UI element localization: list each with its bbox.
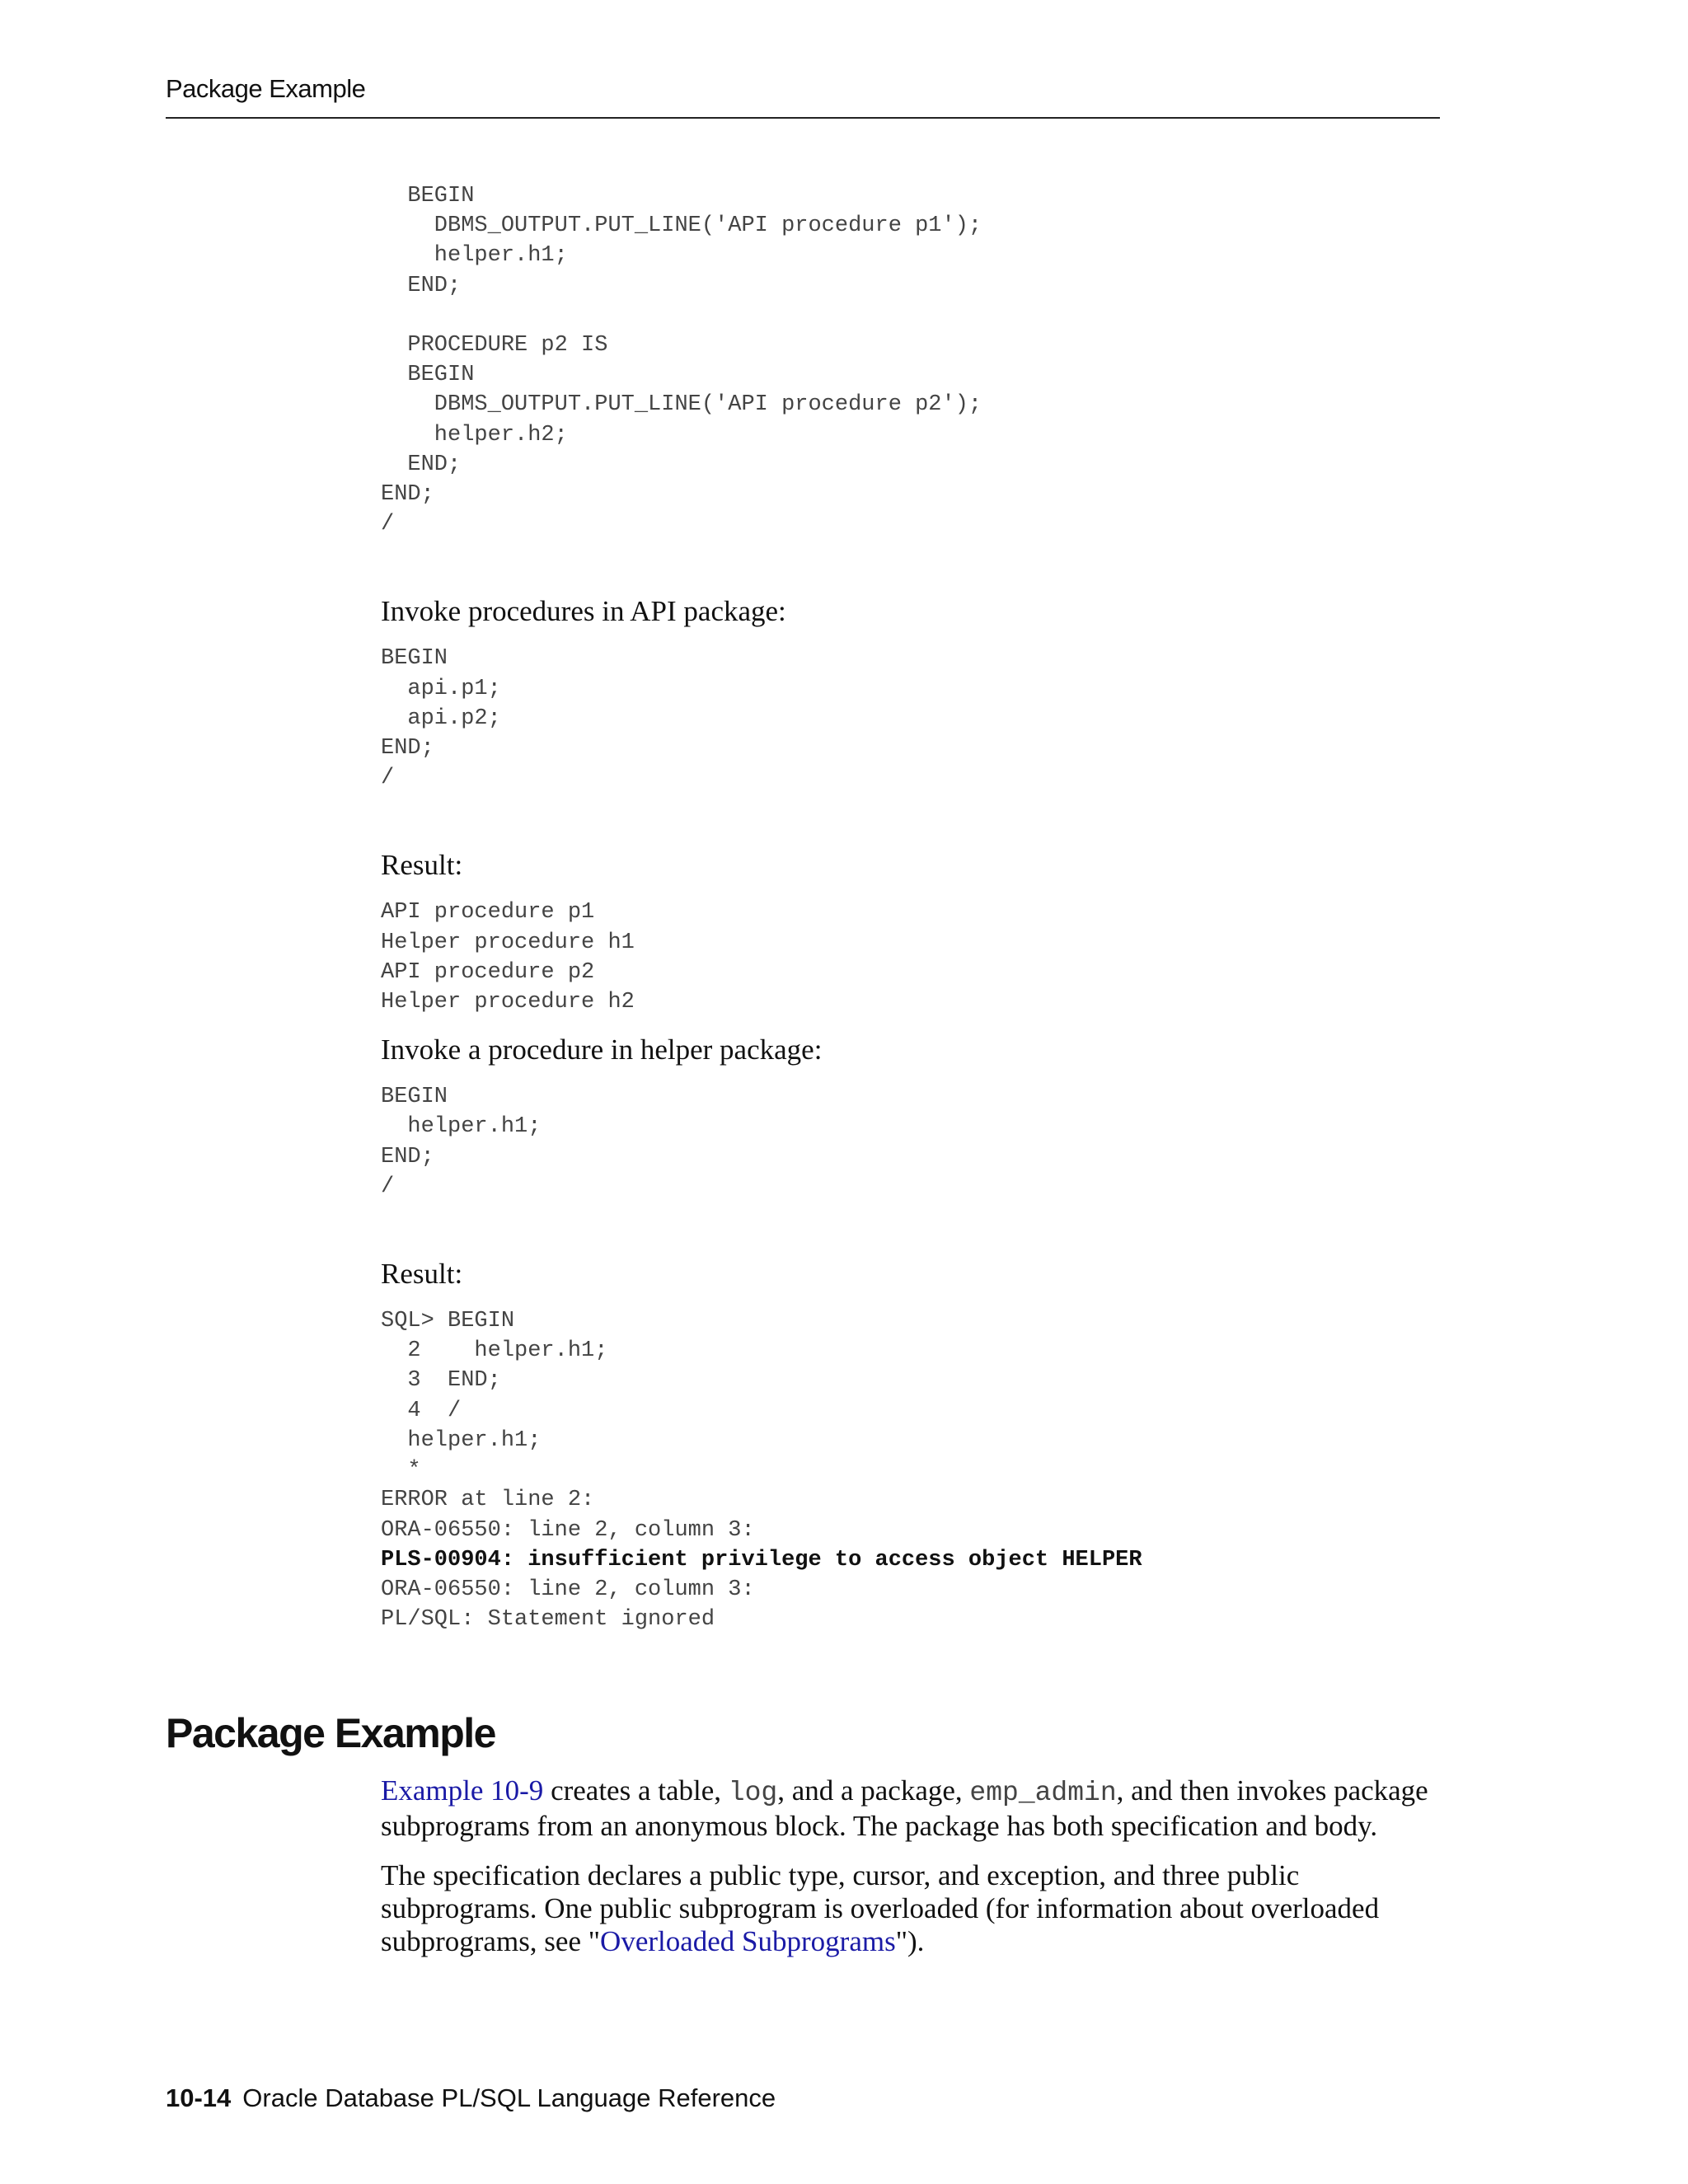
- code-block-api-body: BEGIN DBMS_OUTPUT.PUT_LINE('API procedure p1'); helper.h1; END; PROCEDURE p2 IS BEGIN DBMS_OUTPUT.PUT_LINE('API procedure p2'); helper.h2; END; END; /: [381, 184, 982, 537]
- p1-text-3: , and then invokes package subprograms from an anonymous block. The package has both specification and body.: [381, 1774, 1428, 1842]
- error-output-lines: SQL> BEGIN 2 helper.h1; 3 END; 4 / helper.h1; * ERROR at line 2: ORA-06550: line 2, column 3:: [381, 1309, 755, 1543]
- running-header: Package Example: [166, 74, 366, 103]
- result-label-1: Result:: [381, 849, 463, 882]
- page-footer: [166, 2083, 776, 2113]
- book-title: Oracle Database PL/SQL Language Reference: [242, 2083, 776, 2112]
- header-divider: [166, 117, 1440, 119]
- inline-code-log: log: [728, 1778, 778, 1808]
- code-block-result-1: API procedure p1 Helper procedure h1 API procedure p2 Helper procedure h2: [381, 900, 635, 1015]
- page-number: 10-14: [166, 2083, 232, 2112]
- section-heading: Package Example: [166, 1710, 495, 1756]
- section-body: [381, 1774, 1436, 1958]
- para-invoke-api: Invoke procedures in API package:: [381, 595, 786, 628]
- inline-code-emp-admin: emp_admin: [969, 1778, 1117, 1808]
- p2-text-2: ").: [895, 1925, 925, 1957]
- section-paragraph-2: [381, 1859, 1436, 1958]
- overloaded-subprograms-link[interactable]: Overloaded Subprograms: [600, 1925, 896, 1957]
- code-block-invoke-api: BEGIN api.p1; api.p2; END; /: [381, 646, 501, 791]
- p2-text-1: The specification declares a public type, cursor, and exception, and three public subprograms. One public subprogram is overloaded (for information about overloaded subprograms, see ": [381, 1859, 1380, 1957]
- section-paragraph-1: [381, 1774, 1436, 1843]
- example-10-9-link[interactable]: Example 10-9: [381, 1774, 544, 1807]
- para-invoke-helper: Invoke a procedure in helper package:: [381, 1033, 823, 1066]
- code-example-content: [381, 181, 1452, 1634]
- result-label-2: Result:: [381, 1258, 463, 1291]
- error-highlight-line: PLS-00904: insufficient privilege to access object HELPER: [381, 1547, 1142, 1572]
- p1-text-2: , and a package,: [777, 1774, 970, 1807]
- error-output-tail: ORA-06550: line 2, column 3: PL/SQL: Statement ignored: [381, 1577, 755, 1633]
- code-block-invoke-helper: BEGIN helper.h1; END; /: [381, 1085, 542, 1199]
- p1-text-1: creates a table,: [543, 1774, 729, 1807]
- code-block-result-2: [381, 1306, 1452, 1634]
